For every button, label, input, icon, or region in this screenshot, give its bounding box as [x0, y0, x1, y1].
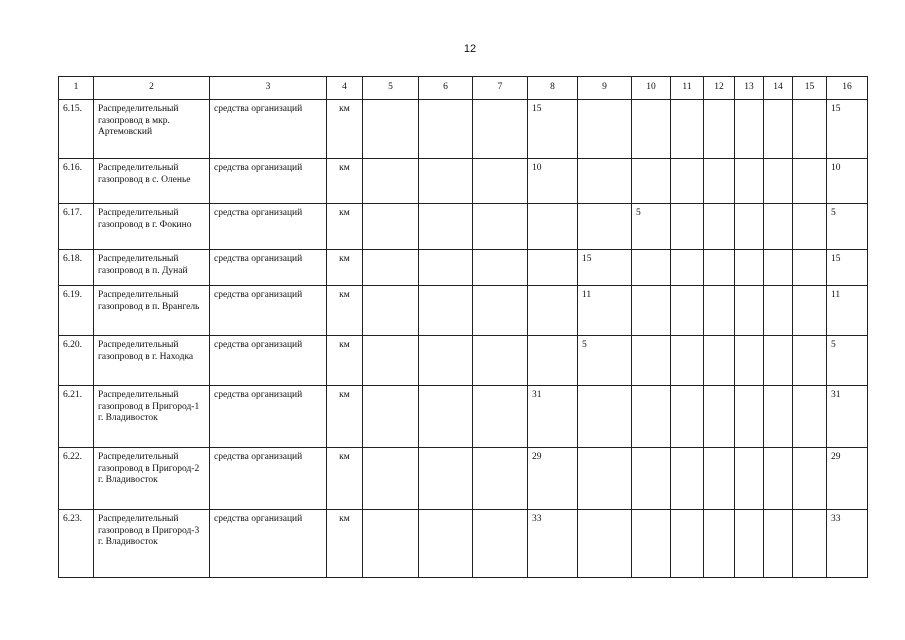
value-cell: [473, 204, 528, 250]
value-cell: [632, 336, 671, 386]
funding-source-cell: средства организаций: [210, 100, 327, 159]
value-cell: [764, 336, 793, 386]
value-cell: [473, 510, 528, 578]
value-cell: [578, 448, 632, 510]
value-cell: [671, 286, 704, 336]
object-name-cell: Распределительный газопровод в Пригород-3 г. Владивосток: [94, 510, 210, 578]
header-cell: 6: [419, 77, 473, 100]
object-name-cell: Распределительный газопровод в п. Врангель: [94, 286, 210, 336]
value-cell: [632, 159, 671, 204]
value-cell: [363, 510, 419, 578]
value-cell: [363, 250, 419, 286]
value-cell: 15: [528, 100, 578, 159]
value-cell: 33: [528, 510, 578, 578]
table-row: [59, 336, 868, 386]
row-number-cell: 6.15.: [59, 100, 94, 159]
value-cell: [735, 336, 764, 386]
value-cell: [528, 286, 578, 336]
value-cell: [473, 448, 528, 510]
value-cell: 15: [827, 100, 868, 159]
header-cell: 11: [671, 77, 704, 100]
value-cell: [671, 336, 704, 386]
value-cell: [419, 386, 473, 448]
table-header-row: [59, 77, 868, 100]
value-cell: [764, 448, 793, 510]
funding-source-cell: средства организаций: [210, 204, 327, 250]
value-cell: 5: [827, 336, 868, 386]
header-cell: 10: [632, 77, 671, 100]
value-cell: [704, 286, 735, 336]
value-cell: [735, 510, 764, 578]
value-cell: [632, 386, 671, 448]
value-cell: [632, 250, 671, 286]
value-cell: [793, 159, 827, 204]
value-cell: [793, 250, 827, 286]
value-cell: [363, 386, 419, 448]
table-row: [59, 204, 868, 250]
value-cell: [578, 100, 632, 159]
value-cell: 11: [827, 286, 868, 336]
header-cell: 12: [704, 77, 735, 100]
object-name-cell: Распределительный газопровод в п. Дунай: [94, 250, 210, 286]
row-number-cell: 6.20.: [59, 336, 94, 386]
value-cell: [671, 386, 704, 448]
value-cell: [473, 159, 528, 204]
table-row: [59, 510, 868, 578]
value-cell: 11: [578, 286, 632, 336]
value-cell: [735, 250, 764, 286]
value-cell: [363, 336, 419, 386]
value-cell: [704, 250, 735, 286]
object-name-cell: Распределительный газопровод в мкр. Артемовский: [94, 100, 210, 159]
value-cell: [735, 159, 764, 204]
value-cell: [419, 204, 473, 250]
value-cell: [793, 286, 827, 336]
value-cell: [735, 204, 764, 250]
row-number-cell: 6.23.: [59, 510, 94, 578]
value-cell: [764, 510, 793, 578]
value-cell: 15: [827, 250, 868, 286]
object-name-cell: Распределительный газопровод в с. Оленье: [94, 159, 210, 204]
unit-cell: км: [327, 510, 363, 578]
header-cell: 8: [528, 77, 578, 100]
value-cell: [793, 448, 827, 510]
value-cell: [363, 100, 419, 159]
value-cell: [473, 386, 528, 448]
unit-cell: км: [327, 336, 363, 386]
value-cell: [419, 448, 473, 510]
value-cell: [363, 448, 419, 510]
header-cell: 14: [764, 77, 793, 100]
value-cell: [528, 336, 578, 386]
value-cell: [473, 100, 528, 159]
value-cell: [764, 250, 793, 286]
value-cell: [671, 250, 704, 286]
value-cell: [764, 159, 793, 204]
funding-source-cell: средства организаций: [210, 159, 327, 204]
row-number-cell: 6.16.: [59, 159, 94, 204]
unit-cell: км: [327, 159, 363, 204]
funding-source-cell: средства организаций: [210, 250, 327, 286]
value-cell: [419, 286, 473, 336]
value-cell: [473, 250, 528, 286]
table-row: [59, 159, 868, 204]
value-cell: [735, 386, 764, 448]
unit-cell: км: [327, 386, 363, 448]
header-cell: 2: [94, 77, 210, 100]
value-cell: 29: [528, 448, 578, 510]
value-cell: [363, 286, 419, 336]
row-number-cell: 6.22.: [59, 448, 94, 510]
table-row: [59, 286, 868, 336]
value-cell: [578, 510, 632, 578]
table-row: [59, 250, 868, 286]
value-cell: [632, 286, 671, 336]
value-cell: [632, 100, 671, 159]
header-cell: 13: [735, 77, 764, 100]
value-cell: [764, 100, 793, 159]
value-cell: [473, 336, 528, 386]
funding-source-cell: средства организаций: [210, 386, 327, 448]
value-cell: [578, 204, 632, 250]
funding-source-cell: средства организаций: [210, 510, 327, 578]
gas-pipeline-plan-table: [58, 76, 868, 578]
value-cell: [735, 100, 764, 159]
value-cell: [764, 386, 793, 448]
object-name-cell: Распределительный газопровод в г. Фокино: [94, 204, 210, 250]
value-cell: [793, 204, 827, 250]
value-cell: [704, 336, 735, 386]
value-cell: [578, 386, 632, 448]
value-cell: [632, 448, 671, 510]
page-number: 12: [463, 43, 477, 55]
unit-cell: км: [327, 100, 363, 159]
value-cell: [704, 100, 735, 159]
unit-cell: км: [327, 448, 363, 510]
value-cell: [528, 204, 578, 250]
object-name-cell: Распределительный газопровод в Пригород-2 г. Владивосток: [94, 448, 210, 510]
header-cell: 4: [327, 77, 363, 100]
table-row: [59, 386, 868, 448]
value-cell: [704, 386, 735, 448]
value-cell: [704, 204, 735, 250]
value-cell: [793, 336, 827, 386]
value-cell: 5: [827, 204, 868, 250]
value-cell: [363, 204, 419, 250]
object-name-cell: Распределительный газопровод в Пригород-1 г. Владивосток: [94, 386, 210, 448]
value-cell: [632, 510, 671, 578]
unit-cell: км: [327, 250, 363, 286]
value-cell: [671, 100, 704, 159]
header-cell: 7: [473, 77, 528, 100]
value-cell: [419, 250, 473, 286]
value-cell: [419, 100, 473, 159]
object-name-cell: Распределительный газопровод в г. Находка: [94, 336, 210, 386]
value-cell: [671, 448, 704, 510]
value-cell: [528, 250, 578, 286]
value-cell: 10: [827, 159, 868, 204]
table-row: [59, 100, 868, 159]
value-cell: [419, 159, 473, 204]
table-row: [59, 448, 868, 510]
header-cell: 3: [210, 77, 327, 100]
value-cell: [671, 204, 704, 250]
value-cell: 31: [827, 386, 868, 448]
funding-source-cell: средства организаций: [210, 286, 327, 336]
header-cell: 16: [827, 77, 868, 100]
value-cell: [735, 286, 764, 336]
unit-cell: км: [327, 204, 363, 250]
value-cell: 33: [827, 510, 868, 578]
row-number-cell: 6.18.: [59, 250, 94, 286]
value-cell: 5: [578, 336, 632, 386]
header-cell: 9: [578, 77, 632, 100]
value-cell: [704, 159, 735, 204]
value-cell: 10: [528, 159, 578, 204]
value-cell: [473, 286, 528, 336]
value-cell: [419, 336, 473, 386]
value-cell: [764, 286, 793, 336]
header-cell: 1: [59, 77, 94, 100]
row-number-cell: 6.19.: [59, 286, 94, 336]
funding-source-cell: средства организаций: [210, 448, 327, 510]
row-number-cell: 6.17.: [59, 204, 94, 250]
value-cell: [704, 510, 735, 578]
value-cell: [764, 204, 793, 250]
value-cell: [704, 448, 735, 510]
value-cell: [793, 510, 827, 578]
header-cell: 15: [793, 77, 827, 100]
value-cell: [735, 448, 764, 510]
value-cell: [671, 510, 704, 578]
header-cell: 5: [363, 77, 419, 100]
value-cell: [363, 159, 419, 204]
value-cell: [793, 386, 827, 448]
value-cell: [793, 100, 827, 159]
unit-cell: км: [327, 286, 363, 336]
value-cell: [671, 159, 704, 204]
value-cell: [578, 159, 632, 204]
value-cell: 15: [578, 250, 632, 286]
value-cell: 5: [632, 204, 671, 250]
row-number-cell: 6.21.: [59, 386, 94, 448]
funding-source-cell: средства организаций: [210, 336, 327, 386]
value-cell: 31: [528, 386, 578, 448]
value-cell: 29: [827, 448, 868, 510]
value-cell: [419, 510, 473, 578]
